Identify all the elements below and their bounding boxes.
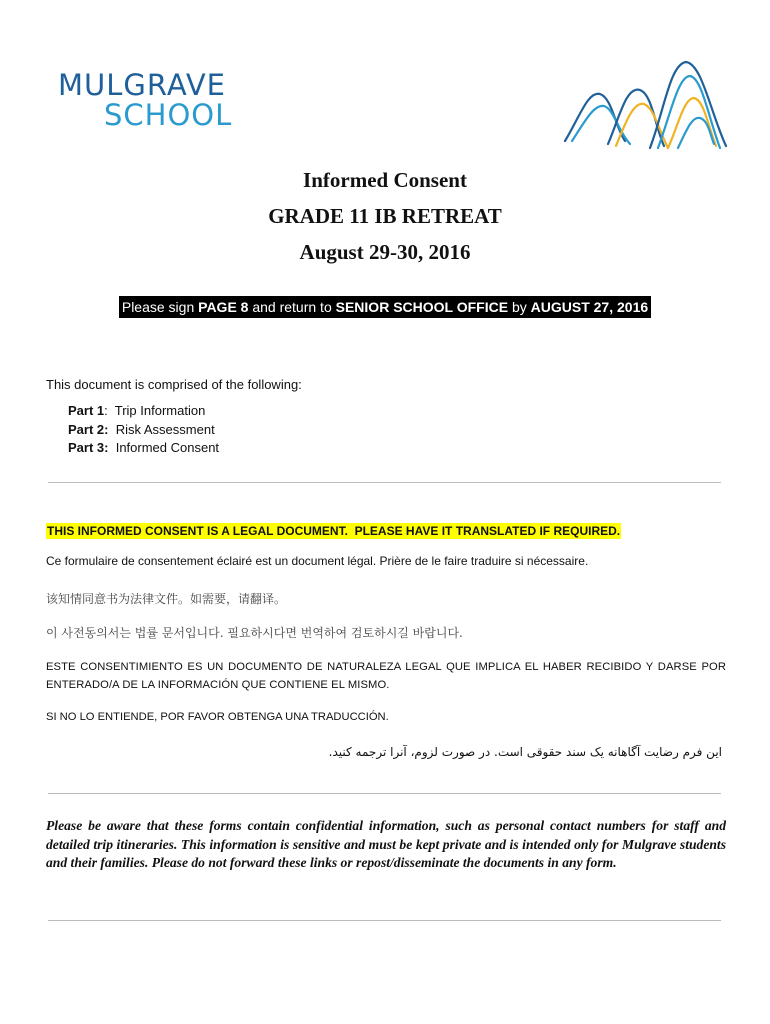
part-text: Trip Information [114,403,206,418]
legal-notice-english: THIS INFORMED CONSENT IS A LEGAL DOCUMENT. PLEASE HAVE IT TRANSLATED IF REQUIRED. [47,524,621,538]
contents-intro: This document is comprised of the following: [46,377,302,392]
part-label: Part 3: [68,440,109,455]
banner-text-1: Please sign [121,299,199,315]
school-logo-text [58,70,238,130]
divider [48,482,721,483]
banner-office: SENIOR SCHOOL OFFICE [335,299,509,315]
list-item [68,421,219,440]
banner-text-2: and return to [248,299,336,315]
instruction-banner-wrap [0,296,770,318]
document-date: August 29-30, 2016 [299,240,471,264]
confidentiality-disclaimer: Please be aware that these forms contain confidential information, such as personal contact numbers for staff and detailed trip itineraries. This information is sensitive and must be kept private and is intended only for Mulgrave students and their families. Please do not forward these links or repost/disseminate the documents in any form. [46,818,726,870]
legal-notice-persian: این فرم رضایت آگاهانه یک سند حقوقی است. در صورت لزوم، آنرا ترجمه کنید. [328,745,722,759]
logo-line-2: SCHOOL [104,98,233,132]
divider [48,920,721,921]
legal-notice-spanish-2: SI NO LO ENTIENDE, POR FAVOR OBTENGA UNA TRADUCCIÓN. [46,711,389,723]
part-text: Informed Consent [115,440,220,455]
part-text: Risk Assessment [115,421,215,437]
document-subtitle: GRADE 11 IB RETREAT [268,204,502,228]
legal-notice-spanish: ESTE CONSENTIMIENTO ES UN DOCUMENTO DE NATURALEZA LEGAL QUE IMPLICA EL HABER RECIBIDO Y DARSE POR ENTERADO/A DE LA INFORMACIÓN QUE CONTIENE EL MISMO. [46,661,726,691]
part-label: Part 2: [68,421,109,437]
part-label: Part 1 [68,403,105,418]
legal-notice-french: Ce formulaire de consentement éclairé est un document légal. Prière de le faire traduire si nécessaire. [46,554,589,568]
part-separator: : [104,403,115,418]
legal-notice-korean: 이 사전동의서는 법률 문서입니다. 필요하시다면 번역하여 검토하시길 바랍니다. [46,626,463,640]
banner-page-number: PAGE 8 [198,299,249,315]
legal-notice-chinese: 该知情同意书为法律文件。如需要，请翻译。 [46,592,287,606]
list-item [68,402,219,421]
part-separator [108,422,115,437]
document-title: Informed Consent [303,168,467,192]
banner-text-3: by [508,299,531,315]
title-block [0,162,770,270]
list-item [68,439,219,458]
banner-deadline: AUGUST 27, 2016 [530,299,649,315]
instruction-banner [119,296,651,318]
logo-line-1: MULGRAVE [58,68,226,102]
part-separator [108,440,115,455]
divider [48,793,721,794]
contents-list [68,402,219,458]
school-logo-mountains-icon [560,56,730,152]
